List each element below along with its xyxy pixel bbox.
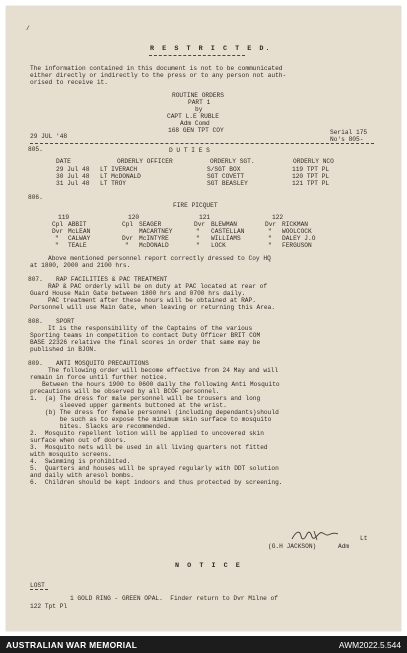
picquet-note-line-2: at 1800, 2000 and 2100 hrs. <box>30 262 131 269</box>
picquet-r3-c3: Dvr <box>122 235 134 242</box>
mosquito-line-14: 4. Swimming is prohibited. <box>30 458 131 465</box>
order-806-title: FIRE PICQUET <box>173 202 218 209</box>
order-805-title: D U T I E S <box>169 147 210 154</box>
picquet-r1-c4: SEAGER <box>139 221 162 228</box>
notice-heading: N O T I C E <box>175 562 242 570</box>
mosquito-line-17: 6. Children should be kept indoors and thus protected by screening. <box>30 479 283 486</box>
picquet-r4-c1: " <box>55 242 59 249</box>
order-807-number: 807. <box>28 276 43 283</box>
picquet-r3-c5: " <box>196 235 200 242</box>
picquet-r2-c7: " <box>268 228 272 235</box>
mosquito-line-4: precautions will be observed by all BCOF personnel. <box>30 388 220 395</box>
order-date: 29 JUL '48 <box>30 133 68 140</box>
mosquito-line-3: Between the hours 1900 to 0600 daily the following Anti Mosquito <box>42 381 280 388</box>
duties-row-2-officer: LT McDONALD <box>100 173 141 180</box>
picquet-121: 121 <box>199 214 211 221</box>
mosquito-line-16: and daily with aresol bombs. <box>30 472 134 479</box>
heading-appointment: Adm Comd <box>180 120 210 127</box>
picquet-r3-c6: WILLIAMS <box>211 235 241 242</box>
header-divider <box>30 143 374 144</box>
heading-unit: 168 GEN TPT COY <box>168 127 224 134</box>
handwritten-signature <box>290 527 348 543</box>
picquet-r4-c8: FERGUSON <box>282 242 312 249</box>
notice-line-1: The information contained in this document is not to be communicated <box>30 65 283 72</box>
picquet-r2-c6: CASTELLAN <box>211 228 245 235</box>
order-809-title: ANTI MOSQUITO PRECAUTIONS <box>56 360 149 367</box>
mosquito-line-1: The following order will become effective from 24 May and will <box>48 367 279 374</box>
picquet-r2-c1: Dvr <box>52 228 64 235</box>
picquet-r2-c5: " <box>196 228 200 235</box>
mosquito-line-5: 1. (a) The dress for male personnel will be trousers and long <box>30 395 261 402</box>
order-805-number: 805. <box>28 146 43 153</box>
heading-part: PART 1 <box>188 99 211 106</box>
classification: R E S T R I C T E D. <box>150 45 272 53</box>
duties-row-2-nco: 120 TPT PL <box>292 173 330 180</box>
picquet-119: 119 <box>58 214 70 221</box>
mosquito-line-9: bites. Slacks are recommended. <box>30 423 172 430</box>
picquet-r4-c3: " <box>125 242 129 249</box>
mosquito-line-11: surface when out of doors. <box>30 437 127 444</box>
mosquito-line-8: be such as to expose the minimum skin surface to mosquito <box>30 416 272 423</box>
archive-footer <box>0 636 407 653</box>
classification-underline <box>149 55 245 56</box>
order-806-number: 806. <box>28 194 43 201</box>
mosquito-line-7: (b) The dress for female personnel (including dependants)should <box>30 409 279 416</box>
picquet-120: 120 <box>128 214 140 221</box>
lost-line-2: 122 Tpt Pl <box>30 603 68 610</box>
notice-line-2: either directly or indirectly to the press or to any person not auth- <box>30 72 287 79</box>
heading-title: ROUTINE ORDERS <box>172 92 224 99</box>
picquet-122: 122 <box>272 214 284 221</box>
picquet-r1-c6: BLEWMAN <box>211 221 237 228</box>
corner-mark: / <box>26 25 30 32</box>
picquet-r4-c6: LOCK <box>211 242 226 249</box>
signature-appointment: Adm <box>338 543 350 550</box>
order-808-number: 808. <box>28 318 43 325</box>
order-807-title: RAP FACILITIES & PAC TREATMENT <box>56 276 168 283</box>
mosquito-line-6: sleeved upper garments buttoned at the wrist. <box>30 402 227 409</box>
picquet-r3-c7: " <box>268 235 272 242</box>
picquet-r1-c8: RICKMAN <box>282 221 308 228</box>
sport-line-2: Sporting teams in competition to contact Duty Officer BRIT COM <box>30 332 261 339</box>
lost-underline <box>30 589 48 590</box>
heading-officer: CAPT L.E RUBLE <box>167 113 219 120</box>
picquet-r4-c4: McDONALD <box>139 242 169 249</box>
mosquito-line-13: with mosquito screens. <box>30 451 112 458</box>
picquet-r1-c2: ABBIT <box>68 221 87 228</box>
duties-row-3-nco: 121 TPT PL <box>292 180 330 187</box>
duties-row-3-officer: LT TROY <box>100 180 126 187</box>
document-page <box>6 6 401 631</box>
picquet-note-line-1: Above mentioned personnel report correctly dressed to Coy HQ <box>48 255 271 262</box>
sport-line-3: BASE 22326 relative the final scores in order that same may be <box>30 339 261 346</box>
picquet-r1-c3: Cpl <box>122 221 134 228</box>
mosquito-line-2: remain in force until further notice. <box>30 374 168 381</box>
lost-line-1: 1 GOLD RING - GREEN OPAL. Finder return to Dvr Milne of <box>70 595 278 602</box>
rap-line-3: PAC treatment after these hours will be obtained at RAP. <box>48 297 256 304</box>
picquet-r3-c8: DALEY J.O <box>282 235 316 242</box>
notice-line-3: orised to receive it. <box>30 79 108 86</box>
picquet-r1-c7: Dvr <box>265 221 277 228</box>
mosquito-line-12: 3. Mosquito nets will be used in all living quarters not fitted <box>30 444 268 451</box>
duties-header-sgt: ORDERLY SGT. <box>210 158 255 165</box>
order-numbers: No's 805- <box>330 136 364 143</box>
picquet-r3-c1: " <box>55 235 59 242</box>
mosquito-line-10: 2. Mosquito repellent lotion will be applied to uncovered skin <box>30 430 264 437</box>
heading-by: by <box>195 106 203 113</box>
duties-row-2-sgt: SGT COVETT <box>207 173 245 180</box>
picquet-r3-c2: CALWAY <box>68 235 91 242</box>
signature-rank: Lt <box>360 535 368 542</box>
footer-institution: AUSTRALIAN WAR MEMORIAL <box>6 640 138 650</box>
picquet-r3-c4: McINTYRE <box>139 235 169 242</box>
duties-header-officer: ORDERLY OFFICER <box>117 158 173 165</box>
duties-row-1-sgt: S/SGT BOX <box>207 166 241 173</box>
duties-header-date: DATE <box>56 158 71 165</box>
picquet-r4-c2: TEALE <box>68 242 87 249</box>
sport-line-4: published in BJON. <box>30 346 97 353</box>
duties-row-3-sgt: SGT BEASLEY <box>207 180 248 187</box>
rap-line-4: Personnel will use Main Gate, when leaving or returning this Area. <box>30 304 276 311</box>
signature-name: (G.H JACKSON) <box>268 543 317 550</box>
sport-line-1: It is the responsibility of the Captains of the various <box>48 325 253 332</box>
picquet-r4-c5: " <box>196 242 200 249</box>
order-809-number: 809. <box>28 360 43 367</box>
duties-header-nco: ORDERLY NCO <box>293 158 334 165</box>
duties-row-2-date: 30 Jul 48 <box>56 173 90 180</box>
picquet-r4-c7: " <box>268 242 272 249</box>
rap-line-1: RAP & PAC orderly will be on duty at PAC located at rear of <box>48 283 268 290</box>
picquet-r2-c8: WOOLCOCK <box>282 228 312 235</box>
duties-row-1-nco: 119 TPT PL <box>292 166 330 173</box>
picquet-r2-c4: MACARTNEY <box>139 228 173 235</box>
footer-accession-number: AWM2022.5.544 <box>338 640 401 650</box>
duties-row-1-officer: LT IVERACH <box>100 166 138 173</box>
serial-number: Serial 175 <box>330 129 368 136</box>
picquet-r1-c1: Cpl <box>52 221 64 228</box>
lost-heading: LOST <box>30 582 45 589</box>
picquet-r2-c2: McLEAN <box>68 228 91 235</box>
order-808-title: SPORT <box>56 318 75 325</box>
rap-line-2: Guard House Main Gate between 1800 hrs and 0700 hrs daily. <box>30 290 246 297</box>
mosquito-line-15: 5. Quarters and houses will be sprayed regularly with DDT solution <box>30 465 279 472</box>
picquet-r1-c5: Dvr <box>194 221 206 228</box>
duties-row-1-date: 29 Jul 48 <box>56 166 90 173</box>
duties-row-3-date: 31 Jul 48 <box>56 180 90 187</box>
